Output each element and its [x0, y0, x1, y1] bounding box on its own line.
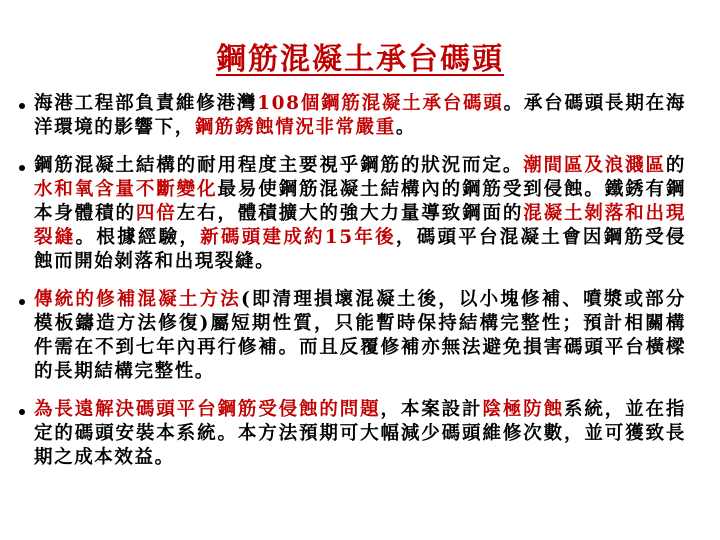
- body-text: (即清理損壞混凝土後，以小塊修補、噴漿或部分模板鑄造方法修復)屬短期性質，只能暫時保持結構完整性；預計相關構件需在不到七年內再行修補。而且反覆修補亦無法避免損害碼頭平台橫樑的長期結構完整性。: [34, 289, 686, 382]
- highlight-text: 為長遠解決碼頭平台鋼筋受侵蝕的問題: [34, 399, 381, 420]
- body-text: 系統，並在指定的碼頭安裝本系統。本方法預期可大幅減少碼頭維修次數，並可獲致長期之成本效益。: [34, 399, 686, 468]
- highlight-text: 四倍: [135, 203, 177, 224]
- highlight-text: 水和氧含量不斷變化: [34, 179, 218, 200]
- slide-title: [0, 34, 720, 78]
- highlight-text: 潮間區及浪濺區: [523, 155, 666, 176]
- bullet-item: [0, 288, 720, 384]
- body-text: 左右，體積擴大的強大力量導致鋼面的: [176, 203, 524, 224]
- highlight-text: 傳統的修補混凝土方法: [34, 289, 241, 310]
- bullet-item: [0, 92, 720, 140]
- body-text: 的: [665, 155, 686, 176]
- highlight-text: 新碼頭建成約15年後: [200, 227, 396, 248]
- body-text: 海港工程部負責維修港灣: [34, 93, 258, 114]
- bullet-item: [0, 154, 720, 274]
- body-text: ，碼頭平台混凝土會因鋼筋受侵蝕而開始剝落和出現裂縫。: [34, 227, 687, 272]
- highlight-text: 108個鋼筋混凝土承台碼頭: [257, 93, 504, 114]
- bullet-paragraph: [34, 398, 686, 470]
- bullet-paragraph: [34, 92, 686, 140]
- highlight-text: 陰極防蝕: [482, 399, 564, 420]
- bullet-dot-icon: [19, 299, 25, 305]
- body-text: 。承台碼頭長期在海洋環境的影響下，: [34, 93, 686, 138]
- body-text: 最易使鋼筋混凝土結構內的鋼筋受到侵蝕。鐵銹有鋼本身體積的: [34, 179, 686, 224]
- bullet-dot-icon: [19, 165, 25, 171]
- slide-title-text: 鋼筋混凝土承台碼頭: [216, 42, 504, 77]
- bullet-dot-icon: [19, 103, 25, 109]
- highlight-text: 鋼筋銹蝕情況非常嚴重: [194, 117, 396, 138]
- body-text: 鋼筋混凝土結構的耐用程度主要視乎鋼筋的狀況而定。: [34, 155, 524, 176]
- body-text: 。: [395, 117, 416, 138]
- bullet-item: [0, 398, 720, 470]
- bullet-paragraph: [34, 288, 686, 384]
- body-text: 。根據經驗，: [75, 227, 201, 248]
- bullet-list: [0, 92, 720, 484]
- bullet-paragraph: [34, 154, 686, 274]
- body-text: ，本案設計: [380, 399, 483, 420]
- bullet-dot-icon: [19, 409, 25, 415]
- highlight-text: 混凝土剝落和出現裂縫: [34, 203, 686, 248]
